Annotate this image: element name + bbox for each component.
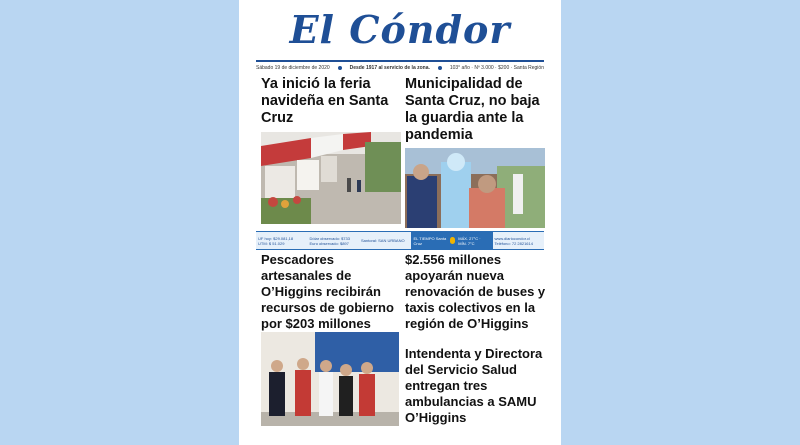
indicators-strip	[256, 231, 544, 250]
website[interactable]: www.diariocondor.cl	[494, 235, 530, 241]
issue-date: Sábado 19 de diciembre de 2020	[256, 65, 330, 71]
uf-value: UF hoy: $29.081,18	[258, 235, 294, 241]
newspaper-front-page	[239, 0, 561, 445]
headline-municipalidad[interactable]: Municipalidad de Santa Cruz, no baja la guardia ante la pandemia	[405, 76, 540, 143]
contact-cell	[493, 236, 545, 246]
euro-value: Euro observado: $897	[309, 240, 349, 246]
health-workers-illustration	[405, 148, 545, 228]
utm-value: UTM: $ 51.029	[258, 240, 285, 246]
pescadores-photo[interactable]	[261, 332, 399, 426]
phone: Teléfono: 72 2821614	[494, 240, 533, 246]
headline-pescadores[interactable]: Pescadores artesanales de O’Higgins recibirán recursos de gobierno por $203 millones	[261, 252, 394, 331]
weather-cell	[411, 232, 493, 249]
santoral-cell: Santoral: SAN URBANO	[361, 238, 405, 243]
officials-group-illustration	[261, 332, 399, 426]
info-bar	[256, 60, 544, 74]
separator-dot	[438, 66, 442, 70]
exchange-cell	[308, 236, 360, 246]
sun-icon	[450, 237, 456, 244]
municipalidad-photo[interactable]	[405, 148, 545, 228]
feria-photo-illustration	[261, 132, 401, 224]
feria-photo[interactable]	[261, 132, 401, 224]
masthead: El Cóndor	[289, 7, 511, 52]
tagline: Desde 1917 al servicio de la zona.	[349, 65, 430, 71]
weather-temps: MÁX. 27°C · MÍN. 7°C	[458, 235, 481, 246]
dolar-value: Dólar observado: $733	[309, 235, 350, 241]
currency-cell	[256, 236, 308, 246]
separator-dot	[338, 66, 342, 70]
edition-info: 103° año · Nº 3.000 · $200 · Santa Región	[449, 65, 544, 71]
headline-ambulancias[interactable]: Intendenta y Directora del Servicio Salud entregan tres ambulancias a SAMU O’Higgins	[405, 346, 543, 425]
headline-buses[interactable]: $2.556 millones apoyarán nueva renovación de buses y taxis colectivos en la región de O’Higgins	[405, 252, 546, 331]
weather-label: EL TIEMPO Santa Cruz	[413, 235, 447, 246]
headline-feria[interactable]: Ya inició la feria navideña en Santa Cruz	[261, 76, 389, 126]
